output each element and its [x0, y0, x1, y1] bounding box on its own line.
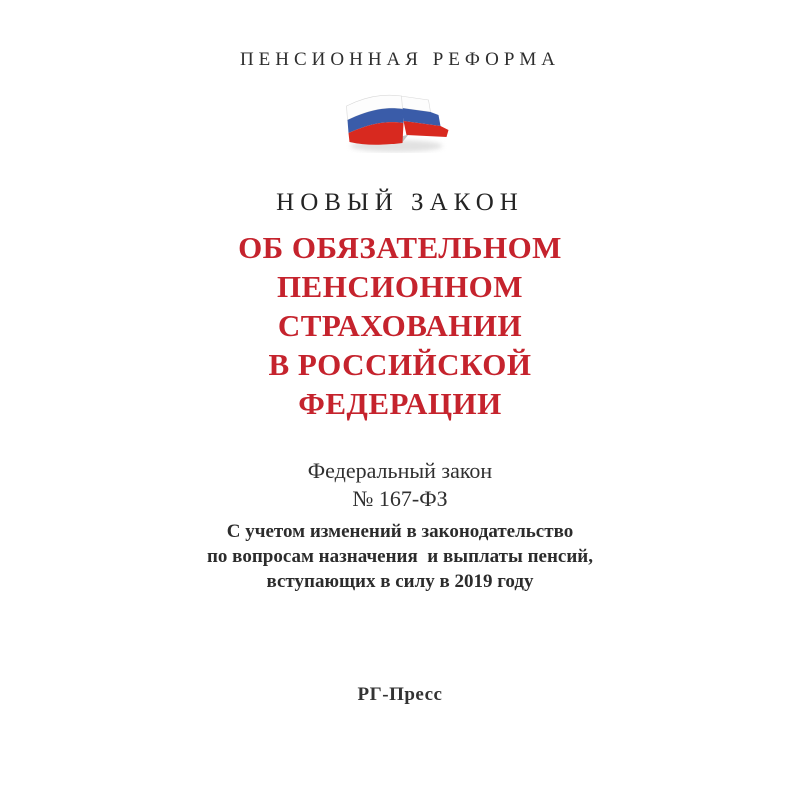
main-title-line: СТРАХОВАНИИ — [277, 308, 523, 343]
federal-law-subtitle — [0, 457, 800, 513]
main-title-line: В РОССИЙСКОЙ — [268, 347, 532, 382]
edition-note — [0, 519, 800, 594]
federal-law-line: Федеральный закон — [307, 458, 493, 483]
edition-note-line: С учетом изменений в законодательство — [226, 521, 574, 542]
russian-flag-icon — [344, 93, 450, 153]
publisher-name: РГ-Пресс — [357, 684, 443, 705]
main-title-line: ОБ ОБЯЗАТЕЛЬНОМ — [238, 230, 562, 265]
series-title: ПЕНСИОННАЯ РЕФОРМА — [239, 49, 561, 70]
edition-note-line: по вопросам назначения и выплаты пенсий, — [206, 546, 594, 567]
main-title-line: ФЕДЕРАЦИИ — [298, 386, 502, 421]
federal-law-number: № 167-ФЗ — [352, 486, 448, 511]
new-law-heading: НОВЫЙ ЗАКОН — [276, 189, 524, 216]
main-title — [0, 228, 800, 423]
edition-note-line: вступающих в силу в 2019 году — [266, 571, 534, 592]
main-title-line: ПЕНСИОННОМ — [276, 269, 524, 304]
